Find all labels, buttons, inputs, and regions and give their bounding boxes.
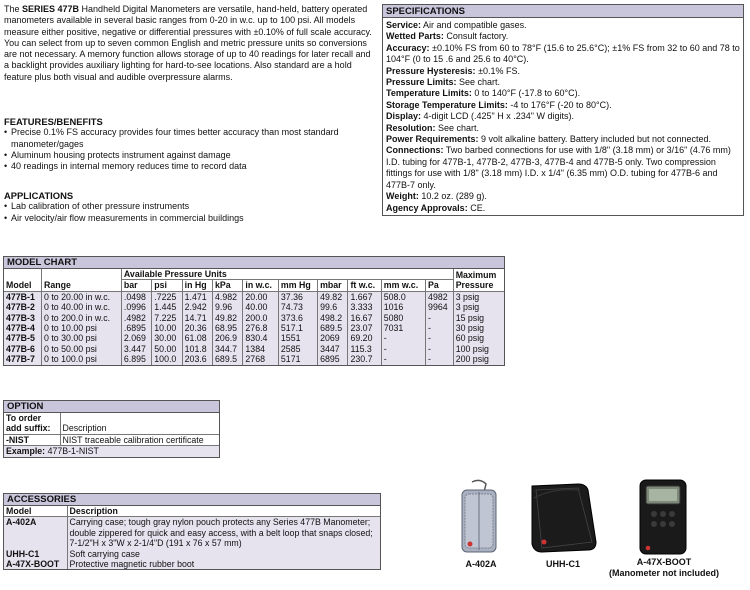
model-value-cell: 9964 (426, 302, 454, 312)
model-value-cell: 3 psig (453, 302, 504, 312)
product-label-a47xboot: A-47X-BOOT (636, 557, 692, 567)
spec-value: -4 to 176°F (-20 to 80°C). (507, 99, 612, 110)
model-value-cell: 1016 (381, 302, 425, 312)
accessory-desc: Protective magnetic rubber boot (67, 559, 380, 569)
model-chart (3, 256, 505, 366)
spec-label: Service: (386, 20, 422, 30)
spec-row (386, 20, 740, 31)
spec-value: Consult factory. (443, 31, 509, 42)
features-section (4, 116, 376, 172)
spec-value: 4-digit LCD (.425" H x .234" W digits). (421, 111, 574, 122)
model-value-cell: 15 psig (453, 313, 504, 323)
spec-row (386, 203, 740, 214)
feature-item: • 40 readings in internal memory reduces time to record data (4, 161, 376, 172)
model-value-cell: 508.0 (381, 291, 425, 302)
model-column-header: Model (4, 280, 42, 291)
model-value-cell: - (426, 344, 454, 354)
spec-row (386, 88, 740, 99)
option-example (4, 446, 219, 457)
model-value-cell: 2.942 (182, 302, 212, 312)
features-title: FEATURES/BENEFITS (4, 116, 103, 127)
model-value-cell: 68.95 (213, 323, 243, 333)
model-value-cell: 0 to 40.00 in w.c. (42, 302, 122, 312)
specifications-body (383, 18, 743, 215)
model-row (4, 313, 504, 323)
accessory-model: A-402A (4, 517, 67, 549)
model-value-cell: 3.333 (348, 302, 381, 312)
gray-pouch-image (450, 478, 510, 558)
spec-value: 0 to 140°F (-17.8 to 60°C). (471, 88, 581, 99)
accessories-table (4, 506, 380, 569)
applications-section (4, 190, 376, 224)
option-title: OPTION (4, 401, 219, 413)
spec-label: Storage Temperature Limits: (386, 99, 508, 110)
model-value-cell: 100.0 (152, 354, 182, 364)
model-value-cell: 74.73 (278, 302, 317, 312)
rubber-boot-image (632, 478, 694, 556)
model-value-cell: 3 psig (453, 291, 504, 302)
model-value-cell: 20.36 (182, 323, 212, 333)
model-number-cell: 477B-3 (4, 313, 42, 323)
accessory-desc: Carrying case; tough gray nylon pouch protects any Series 477B Manometer; double zippered for quick and easy access, with a belt loop that snaps closed; 7-1/2"H x 3"W x 2-1/4"D (191 x 76 x 57 mm) (67, 517, 380, 549)
model-value-cell: 115.3 (348, 344, 381, 354)
model-value-cell: - (426, 354, 454, 364)
blank-header (42, 269, 122, 280)
model-value-cell: - (381, 333, 425, 343)
model-value-cell: 2.069 (121, 333, 151, 343)
option-desc-header: Description (62, 423, 107, 434)
model-row (4, 344, 504, 354)
spec-row (386, 100, 740, 111)
model-number-cell: 477B-5 (4, 333, 42, 343)
model-value-cell: - (381, 344, 425, 354)
model-value-cell: 1.445 (152, 302, 182, 312)
spec-row (386, 191, 740, 202)
model-value-cell: 4982 (426, 291, 454, 302)
model-value-cell: 2585 (278, 344, 317, 354)
model-row (4, 291, 504, 302)
model-value-cell: 1384 (243, 344, 279, 354)
model-value-cell: 1551 (278, 333, 317, 343)
model-value-cell: 7031 (381, 323, 425, 333)
model-value-cell: 100 psig (453, 344, 504, 354)
spec-row (386, 43, 740, 66)
model-value-cell: 99.6 (318, 302, 348, 312)
model-value-cell: .0498 (121, 291, 151, 302)
spec-label: Pressure Limits: (386, 77, 457, 88)
model-value-cell: 689.5 (213, 354, 243, 364)
model-value-cell: 9.96 (213, 302, 243, 312)
model-value-cell: 2768 (243, 354, 279, 364)
model-value-cell: - (426, 313, 454, 323)
feature-item: • Aluminum housing protects instrument against damage (4, 150, 376, 161)
application-item: • Lab calibration of other pressure instruments (4, 201, 376, 212)
spec-row (386, 134, 740, 145)
model-value-cell: 3447 (318, 344, 348, 354)
model-column-header: Pa (426, 280, 454, 291)
model-chart-title: MODEL CHART (4, 257, 504, 269)
model-column-header: Range (42, 280, 122, 291)
intro-series-name: SERIES 477B (22, 4, 80, 14)
model-value-cell: - (381, 354, 425, 364)
spec-value: ±0.10% FS from 60 to 78°F (15.6 to 25.6°C); ±1% FS from 32 to 60 and 78 to 104°F (0 to 15 .6 and 25.6 to 40°C). (386, 42, 740, 65)
model-value-cell: 37.36 (278, 291, 317, 302)
model-value-cell: 10.00 (152, 323, 182, 333)
model-number-cell: 477B-7 (4, 354, 42, 364)
model-value-cell: .0996 (121, 302, 151, 312)
model-chart-table (4, 269, 504, 365)
accessories-title: ACCESSORIES (4, 494, 380, 506)
model-value-cell: 203.6 (182, 354, 212, 364)
model-value-cell: 3.447 (121, 344, 151, 354)
model-value-cell: 7.225 (152, 313, 182, 323)
model-value-cell: 40.00 (243, 302, 279, 312)
max-pressure-header: Maximum (455, 269, 497, 280)
model-value-cell: .4982 (121, 313, 151, 323)
model-value-cell: .7225 (152, 291, 182, 302)
specifications-title: SPECIFICATIONS (383, 5, 743, 18)
option-suffix-header: To order add suffix: (4, 413, 60, 434)
applications-title: APPLICATIONS (4, 190, 74, 201)
model-value-cell: 49.82 (318, 291, 348, 302)
model-row (4, 333, 504, 343)
model-number-cell: 477B-2 (4, 302, 42, 312)
accessories-model-header: Model (4, 506, 67, 517)
model-value-cell: - (426, 333, 454, 343)
model-column-header: psi (152, 280, 182, 291)
model-value-cell: 206.9 (213, 333, 243, 343)
option-example-value: 477B-1-NIST (45, 446, 99, 457)
model-column-header: mbar (318, 280, 348, 291)
model-value-cell: 0 to 20.00 in w.c. (42, 291, 122, 302)
model-number-cell: 477B-4 (4, 323, 42, 333)
model-row (4, 354, 504, 364)
spec-label: Accuracy: (386, 42, 430, 53)
spec-label: Agency Approvals: (386, 202, 468, 213)
intro-body: Handheld Digital Manometers are versatile, hand-held, battery operated manometers available in several basic ranges from 0-20 in w.c. up to 100 psi. All models measure either positive, negative or differential pressures with ±0.10% of full scale accuracy. You can select from up to seven common English and metric pressure units so conversions are not necessary. A memory function allows storage of up to 40 readings for later recall and a backlight provides auxiliary lighting for hard-to-see locations. Also standard are a hold feature plus both visual and audible overpressure alarms. (4, 4, 372, 82)
model-value-cell: 200 psig (453, 354, 504, 364)
spec-value: See chart. (435, 122, 480, 133)
model-column-header: in w.c. (243, 280, 279, 291)
model-value-cell: 4.982 (213, 291, 243, 302)
option-example-label: Example: (6, 446, 46, 457)
accessory-desc: Soft carrying case (67, 549, 380, 559)
spec-value: Air and compatible gases. (421, 20, 527, 30)
model-value-cell: 5171 (278, 354, 317, 364)
spec-row (386, 66, 740, 77)
model-column-header: ft w.c. (348, 280, 381, 291)
model-value-cell: 230.7 (348, 354, 381, 364)
accessories-box (3, 493, 381, 570)
model-value-cell: 6895 (318, 354, 348, 364)
model-column-header: kPa (213, 280, 243, 291)
model-value-cell: 200.0 (243, 313, 279, 323)
spec-label: Resolution: (386, 122, 436, 133)
spec-value: 9 volt alkaline battery. Battery included but not connected. (478, 134, 712, 145)
option-code: -NIST (4, 434, 60, 445)
model-number-cell: 477B-6 (4, 344, 42, 354)
model-value-cell: 69.20 (348, 333, 381, 343)
spec-label: Temperature Limits: (386, 88, 472, 99)
units-group-header: Available Pressure Units (121, 269, 453, 280)
model-value-cell: 0 to 100.0 psi (42, 354, 122, 364)
accessory-model: UHH-C1 (4, 549, 67, 559)
accessories-desc-header: Description (67, 506, 380, 517)
model-value-cell: 6.895 (121, 354, 151, 364)
specifications-box (382, 4, 744, 216)
model-value-cell: 1.667 (348, 291, 381, 302)
model-value-cell: 2069 (318, 333, 348, 343)
product-note-a47xboot: (Manometer not included) (609, 568, 719, 578)
model-value-cell: 16.67 (348, 313, 381, 323)
spec-value: See chart. (456, 77, 501, 88)
application-item: • Air velocity/air flow measurements in commercial buildings (4, 213, 376, 224)
model-value-cell: 344.7 (213, 344, 243, 354)
model-value-cell: 0 to 50.00 psi (42, 344, 122, 354)
model-value-cell: 0 to 200.0 in w.c. (42, 313, 122, 323)
spec-row (386, 111, 740, 122)
spec-value: CE. (467, 202, 486, 213)
product-label-a402a: A-402A (465, 559, 497, 569)
model-value-cell: 50.00 (152, 344, 182, 354)
model-column-header: in Hg (182, 280, 212, 291)
model-column-header: mm Hg (278, 280, 317, 291)
soft-case-image (522, 478, 602, 556)
option-table (4, 413, 219, 457)
model-value-cell: 0 to 30.00 psi (42, 333, 122, 343)
model-value-cell: - (426, 323, 454, 333)
model-value-cell: 689.5 (318, 323, 348, 333)
option-desc: NIST traceable calibration certificate (60, 434, 219, 445)
model-value-cell: 517.1 (278, 323, 317, 333)
model-value-cell: 20.00 (243, 291, 279, 302)
spec-label: Wetted Parts: (386, 31, 444, 42)
model-value-cell: 61.08 (182, 333, 212, 343)
model-column-header: mm w.c. (381, 280, 425, 291)
spec-row (386, 145, 740, 191)
model-value-cell: 60 psig (453, 333, 504, 343)
spec-label: Display: (386, 111, 422, 122)
spec-row (386, 123, 740, 134)
accessory-model: A-47X-BOOT (4, 559, 67, 569)
model-value-cell: 101.8 (182, 344, 212, 354)
intro-before: The (4, 4, 23, 14)
spec-label: Pressure Hysteresis: (386, 65, 476, 76)
model-value-cell: .6895 (121, 323, 151, 333)
spec-label: Connections: (386, 145, 444, 156)
model-value-cell: 276.8 (243, 323, 279, 333)
model-value-cell: 498.2 (318, 313, 348, 323)
intro-paragraph (4, 4, 376, 83)
model-value-cell: 830.4 (243, 333, 279, 343)
spec-row (386, 31, 740, 42)
blank-header (4, 269, 42, 280)
spec-value: Two barbed connections for use with 1/8" (3.18 mm) or 3/16" (4.76 mm) I.D. tubing for 477B-1, 477B-2, 477B-3, 477B-4 and 477B-5 only. Two compression fittings for use with 1/8" (3.18 mm) I.D. x 1/4" (6.35 mm) O.D. tubing for 477B-6 and 477B-7 only. (386, 145, 731, 190)
model-row (4, 323, 504, 333)
spec-label: Weight: (386, 191, 419, 202)
model-row (4, 302, 504, 312)
model-value-cell: 23.07 (348, 323, 381, 333)
spec-value: ±0.1% FS. (475, 65, 521, 76)
model-value-cell: 49.82 (213, 313, 243, 323)
model-value-cell: 0 to 10.00 psi (42, 323, 122, 333)
model-value-cell: 30 psig (453, 323, 504, 333)
feature-item: • Precise 0.1% FS accuracy provides four times better accuracy than most standard manometer/gages (4, 127, 376, 150)
model-number-cell: 477B-1 (4, 291, 42, 302)
product-label-uhhc1: UHH-C1 (545, 559, 580, 569)
option-box (3, 400, 220, 458)
model-column-header: bar (121, 280, 151, 291)
model-value-cell: 5080 (381, 313, 425, 323)
model-value-cell: 30.00 (152, 333, 182, 343)
spec-row (386, 77, 740, 88)
spec-label: Power Requirements: (386, 134, 479, 145)
model-value-cell: 1.471 (182, 291, 212, 302)
model-value-cell: 14.71 (182, 313, 212, 323)
model-column-header: Pressure (453, 280, 504, 291)
model-value-cell: 373.6 (278, 313, 317, 323)
spec-value: 10.2 oz. (289 g). (418, 191, 487, 202)
